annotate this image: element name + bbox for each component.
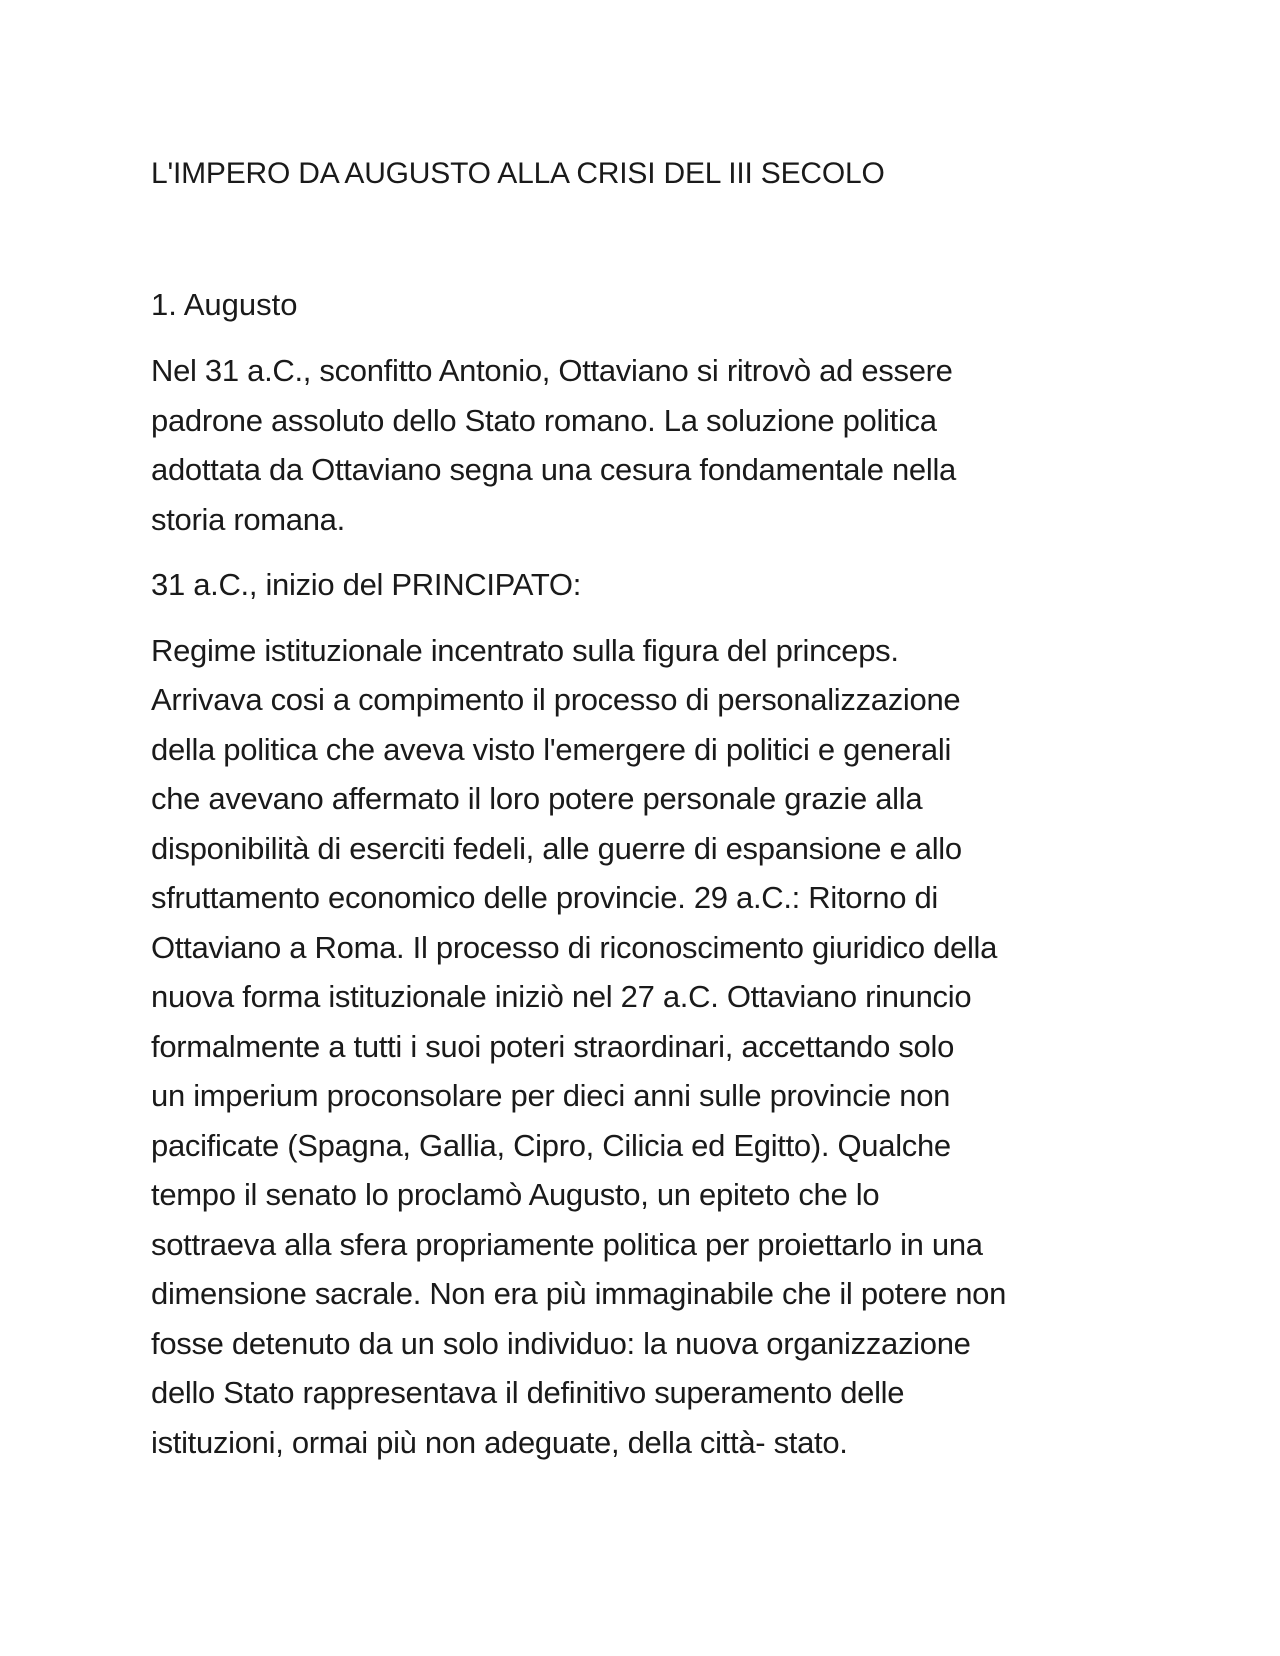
document-body — [151, 150, 1151, 1467]
paragraph-line: storia romana. — [151, 501, 345, 537]
paragraph-line: dello Stato rappresentava il definitivo superamento delle — [151, 1375, 905, 1410]
paragraph-line: dimensione sacrale. Non era più immaginabile che il potere non — [151, 1276, 1007, 1311]
paragraph-line: tempo il senato lo proclamò Augusto, un epiteto che lo — [151, 1177, 880, 1212]
paragraph-line: istituzioni, ormai più non adeguate, della città- stato. — [151, 1424, 848, 1460]
paragraph-line: 31 a.C., inizio del PRINCIPATO: — [151, 567, 582, 602]
paragraph-line: adottata da Ottaviano segna una cesura fondamentale nella — [151, 452, 956, 487]
paragraph-line: formalmente a tutti i suoi poteri straordinari, accettando solo — [151, 1028, 955, 1064]
paragraph-line: pacificate (Spagna, Gallia, Cipro, Cilicia ed Egitto). Qualche — [151, 1127, 951, 1163]
paragraph-intro — [151, 346, 1151, 544]
document-title: L'IMPERO DA AUGUSTO ALLA CRISI DEL III SECOLO — [151, 157, 885, 190]
paragraph-line: Regime istituzionale incentrato sulla figura del princeps. — [151, 632, 899, 668]
paragraph-principato-heading — [151, 560, 1151, 610]
paragraph-line: disponibilità di eserciti fedeli, alle guerre di espansione e allo — [151, 830, 962, 866]
paragraph-line: fosse detenuto da un solo individuo: la nuova organizzazione — [151, 1325, 971, 1361]
paragraph-line: nuova forma istituzionale iniziò nel 27 a.C. Ottaviano rinuncio — [151, 979, 972, 1014]
paragraph-principato-body — [151, 626, 1151, 1468]
paragraph-line: sottraeva alla sfera propriamente politica per proiettarlo in una — [151, 1226, 983, 1262]
paragraph-line: sfruttamento economico delle provincie. 29 a.C.: Ritorno di — [151, 880, 938, 915]
paragraph-line: Arrivava cosi a compimento il processo di personalizzazione — [151, 682, 961, 717]
paragraph-line: un imperium proconsolare per dieci anni sulle provincie non — [151, 1078, 951, 1113]
paragraph-line: che avevano affermato il loro potere personale grazie alla — [151, 781, 923, 816]
paragraph-line: della politica che aveva visto l'emergere di politici e generali — [151, 731, 952, 767]
paragraph-line: padrone assoluto dello Stato romano. La soluzione politica — [151, 402, 937, 438]
paragraph-line: Nel 31 a.C., sconfitto Antonio, Ottaviano si ritrovò ad essere — [151, 353, 953, 388]
section-heading-augusto: 1. Augusto — [151, 287, 298, 322]
paragraph-line: Ottaviano a Roma. Il processo di riconoscimento giuridico della — [151, 929, 998, 965]
